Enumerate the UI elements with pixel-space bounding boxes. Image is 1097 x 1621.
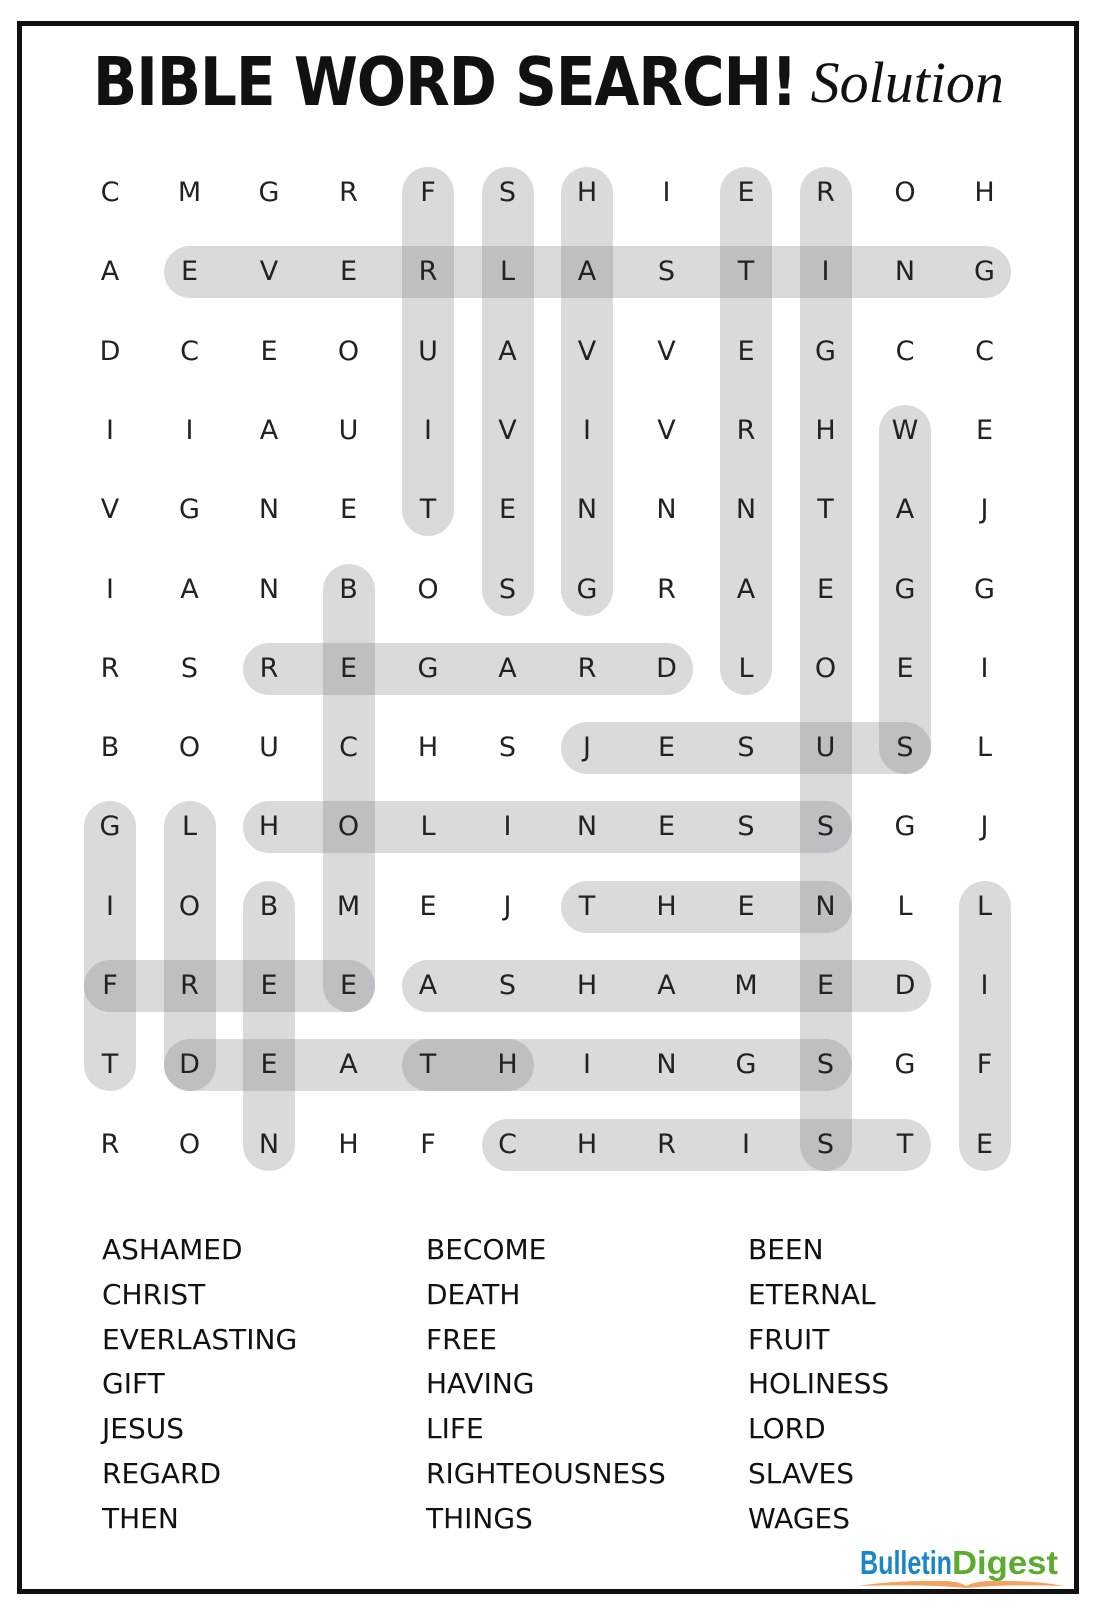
grid-letter: I <box>980 652 989 684</box>
grid-letter: E <box>816 573 835 605</box>
grid-letter: V <box>100 494 120 526</box>
grid-letter: E <box>180 256 199 288</box>
solution-highlight-regard <box>243 643 693 695</box>
title-sub: Solution <box>810 50 1004 115</box>
word-list-item: FREE <box>426 1322 497 1356</box>
grid-letter: T <box>817 494 834 526</box>
grid-letter: E <box>975 414 994 446</box>
grid-letter: S <box>816 1049 835 1081</box>
grid-letter: G <box>894 1049 916 1081</box>
grid-letter: O <box>178 1128 201 1160</box>
grid-letter: C <box>180 335 199 367</box>
grid-letter: L <box>181 811 198 843</box>
grid-letter: N <box>894 256 916 288</box>
grid-letter: D <box>179 1049 200 1081</box>
grid-letter: L <box>897 890 913 922</box>
grid-letter: F <box>976 1049 993 1081</box>
word-list-item: GIFT <box>102 1367 165 1401</box>
word-list-item: LORD <box>748 1412 826 1446</box>
grid-letter: L <box>976 890 993 922</box>
grid-letter: J <box>980 811 989 843</box>
grid-letter: V <box>657 414 676 446</box>
grid-letter: W <box>891 414 919 446</box>
grid-letter: S <box>498 573 517 605</box>
grid-letter: H <box>656 890 677 922</box>
grid-letter: T <box>101 1049 119 1081</box>
grid-letter: H <box>497 1049 518 1081</box>
grid-letter: U <box>259 732 279 764</box>
grid-letter: G <box>576 573 598 605</box>
word-list-item: BEEN <box>748 1233 824 1266</box>
grid-letter: B <box>339 573 358 605</box>
grid-letter: H <box>815 414 836 446</box>
grid-letter: A <box>100 256 120 288</box>
solution-highlight-become <box>323 564 375 1013</box>
word-list-item: LIFE <box>426 1412 484 1446</box>
grid-letter: E <box>339 256 358 288</box>
grid-letter: H <box>576 970 598 1001</box>
grid-letter: I <box>503 811 512 843</box>
grid-letter: S <box>816 811 835 843</box>
grid-letter: D <box>894 970 916 1001</box>
grid-letter: T <box>896 1128 914 1160</box>
grid-letter: N <box>735 494 757 526</box>
grid-letter: E <box>260 1049 278 1081</box>
grid-letter: E <box>657 732 676 764</box>
word-list-item: CHRIST <box>102 1277 206 1311</box>
grid-letter: B <box>259 890 279 922</box>
grid-letter: E <box>339 494 358 526</box>
grid-letter: H <box>576 177 598 208</box>
grid-letter: I <box>424 414 432 446</box>
grid-letter: G <box>179 494 200 526</box>
grid-letter: V <box>577 335 597 367</box>
grid-letter: E <box>737 177 755 208</box>
grid-letter: O <box>894 177 916 208</box>
grid-letter: E <box>339 970 358 1001</box>
grid-letter: S <box>180 652 199 684</box>
grid-letter: H <box>258 811 280 843</box>
grid-letter: J <box>503 890 512 922</box>
grid-letter: S <box>498 177 517 208</box>
grid-letter: V <box>259 256 279 288</box>
grid-letter: L <box>738 652 754 684</box>
grid-letter: A <box>339 1049 358 1081</box>
grid-letter: G <box>417 652 439 684</box>
grid-letter: C <box>975 335 994 367</box>
grid-letter: R <box>577 652 597 684</box>
word-list-item: JESUS <box>102 1412 184 1446</box>
grid-letter: G <box>974 573 995 605</box>
solution-highlight-things <box>402 1039 852 1091</box>
grid-letter: A <box>498 335 517 367</box>
word-list-item: WAGES <box>748 1501 850 1535</box>
grid-letter: F <box>420 1128 436 1160</box>
grid-letter: E <box>975 1128 994 1160</box>
grid-letter: I <box>106 890 114 922</box>
word-list-item: REGARD <box>102 1456 222 1490</box>
grid-letter: N <box>576 811 598 843</box>
grid-letter: E <box>657 811 676 843</box>
solution-highlight-christ <box>482 1119 932 1171</box>
grid-letter: J <box>980 494 989 526</box>
grid-letter: O <box>178 732 201 764</box>
grid-letter: L <box>499 256 516 288</box>
grid-letter: G <box>258 177 280 208</box>
word-list-item: DEATH <box>426 1277 521 1311</box>
grid-letter: F <box>102 970 118 1001</box>
grid-letter: S <box>657 256 676 288</box>
grid-letter: T <box>419 494 437 526</box>
word-list-column-2 <box>426 1228 666 1542</box>
grid-letter: N <box>815 890 836 922</box>
grid-letter: O <box>337 811 360 843</box>
grid-letter: E <box>737 335 755 367</box>
grid-letter: S <box>737 732 755 764</box>
word-list-item: ETERNAL <box>748 1277 876 1311</box>
word-list-item: ASHAMED <box>102 1233 243 1266</box>
grid-letter: R <box>657 573 676 605</box>
word-list-item: SLAVES <box>748 1456 854 1490</box>
grid-letter: E <box>737 890 755 922</box>
grid-letter: N <box>258 573 280 605</box>
grid-letter: I <box>583 414 591 446</box>
grid-letter: A <box>577 256 597 288</box>
grid-letter: I <box>662 177 671 208</box>
grid-letter: U <box>815 732 836 764</box>
grid-letter: N <box>656 1049 677 1081</box>
grid-letter: T <box>737 256 755 288</box>
grid-letter: A <box>259 414 279 446</box>
grid-letter: G <box>99 811 121 843</box>
grid-letter: F <box>420 177 436 208</box>
svg-text:Digest: Digest <box>952 1544 1059 1581</box>
grid-letter: O <box>814 652 837 684</box>
grid-letter: H <box>576 1128 598 1160</box>
grid-letter: B <box>100 732 120 764</box>
grid-letter: G <box>974 256 995 288</box>
grid-letter: R <box>259 652 279 684</box>
grid-letter: O <box>417 573 439 605</box>
bulletin-digest-logo <box>856 1540 1066 1590</box>
grid-letter: I <box>185 414 194 446</box>
grid-letter: M <box>734 970 758 1001</box>
grid-letter: R <box>736 414 756 446</box>
grid-letter: N <box>656 494 677 526</box>
grid-letter: C <box>339 732 358 764</box>
grid-letter: N <box>258 494 280 526</box>
grid-letter: R <box>100 652 120 684</box>
grid-letter: E <box>896 652 914 684</box>
grid-letter: R <box>180 970 199 1001</box>
grid-letter: U <box>338 414 359 446</box>
grid-letter: U <box>418 335 438 367</box>
grid-letter: S <box>498 732 517 764</box>
word-list-item: THEN <box>102 1501 179 1535</box>
grid-letter: O <box>337 335 360 367</box>
word-list-item: HAVING <box>426 1367 535 1401</box>
grid-letter: E <box>260 970 278 1001</box>
grid-letter: H <box>417 732 439 764</box>
grid-letter: A <box>498 652 517 684</box>
grid-letter: H <box>338 1128 359 1160</box>
grid-letter: E <box>419 890 437 922</box>
solution-highlight-slaves <box>482 167 534 616</box>
grid-letter: M <box>177 177 202 208</box>
grid-letter: O <box>178 890 201 922</box>
grid-letter: S <box>816 1128 835 1160</box>
grid-letter: A <box>657 970 676 1001</box>
grid-letter: R <box>657 1128 676 1160</box>
grid-letter: G <box>735 1049 757 1081</box>
grid-letter: L <box>420 811 436 843</box>
grid-letter: I <box>742 1128 750 1160</box>
grid-letter: E <box>339 652 358 684</box>
grid-letter: I <box>106 573 114 605</box>
grid-letter: T <box>419 1049 437 1081</box>
grid-letter: A <box>180 573 199 605</box>
grid-letter: I <box>821 256 830 288</box>
grid-letter: D <box>99 335 121 367</box>
word-list-item: RIGHTEOUSNESS <box>426 1456 666 1490</box>
grid-letter: S <box>498 970 517 1001</box>
title-main: BIBLE WORD SEARCH! <box>93 42 797 122</box>
grid-letter: I <box>980 970 989 1001</box>
grid-letter: R <box>339 177 358 208</box>
page-title <box>0 42 1097 122</box>
grid-letter: I <box>106 414 114 446</box>
word-list-column-1 <box>102 1228 297 1542</box>
grid-letter: A <box>895 494 915 526</box>
grid-letter: G <box>815 335 836 367</box>
grid-letter: N <box>576 494 598 526</box>
grid-letter: G <box>894 573 916 605</box>
grid-letter: A <box>736 573 756 605</box>
grid-letter: A <box>418 970 438 1001</box>
grid-letter: J <box>583 732 591 764</box>
grid-letter: C <box>895 335 915 367</box>
grid-letter: E <box>498 494 517 526</box>
grid-letter: M <box>336 890 361 922</box>
word-list-column-3 <box>748 1228 889 1542</box>
word-list-item: EVERLASTING <box>102 1322 298 1356</box>
grid-letter: R <box>816 177 835 208</box>
grid-letter: L <box>976 732 993 764</box>
grid-letter: V <box>498 414 517 446</box>
grid-letter: E <box>816 970 835 1001</box>
grid-letter: I <box>583 1049 591 1081</box>
grid-letter: D <box>656 652 677 684</box>
grid-letter: G <box>894 811 916 843</box>
grid-letter: N <box>258 1128 280 1160</box>
word-list-item: FRUIT <box>748 1322 830 1356</box>
grid-letter: C <box>100 177 120 208</box>
grid-letter: E <box>260 335 278 367</box>
word-list-item: THINGS <box>426 1501 533 1535</box>
grid-letter: R <box>418 256 438 288</box>
grid-letter: R <box>100 1128 120 1160</box>
grid-letter: V <box>657 335 676 367</box>
grid-letter: S <box>737 811 755 843</box>
grid-letter: C <box>498 1128 517 1160</box>
solution-highlight-having <box>561 167 613 616</box>
grid-letter: H <box>974 177 995 208</box>
word-list-item: HOLINESS <box>748 1367 890 1401</box>
word-list-item: BECOME <box>426 1233 547 1266</box>
svg-text:Bulletin: Bulletin <box>860 1544 952 1581</box>
grid-letter: S <box>896 732 914 764</box>
grid-letter: T <box>578 890 596 922</box>
